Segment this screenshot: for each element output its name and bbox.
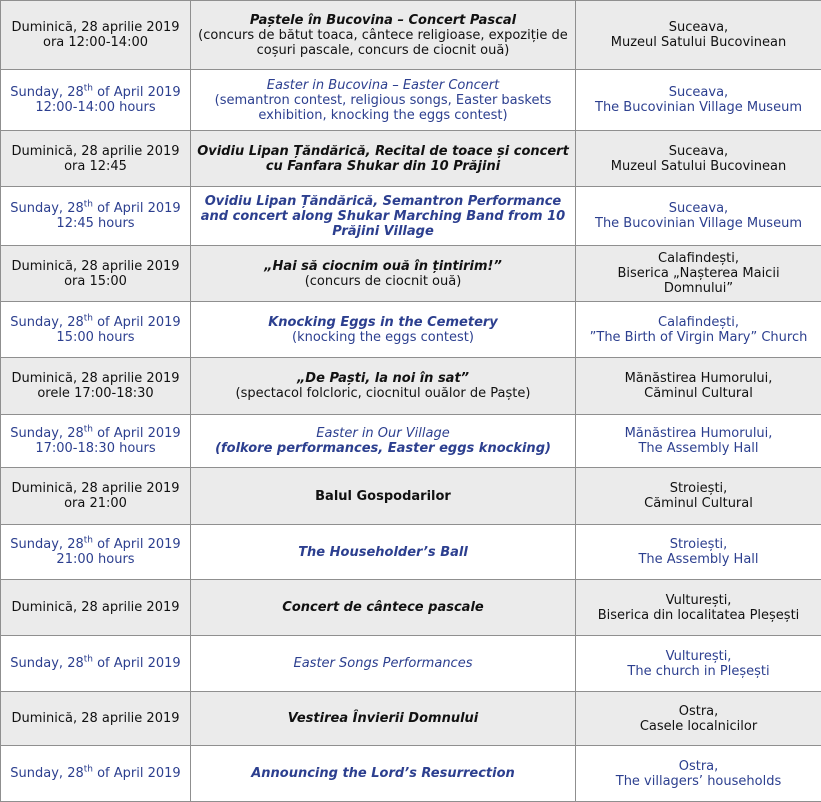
event-title: Ovidiu Lipan Țăndărică, Recital de toace și concert cu Fanfara Shukar din 10 Prăjini: [197, 144, 569, 174]
event-description: (semantron contest, religious songs, Easter baskets exhibition, knocking the eggs contest): [197, 93, 569, 123]
date-text: Duminică, 28 aprilie 2019: [7, 600, 184, 615]
location-cell: [576, 415, 821, 468]
date-cell: [1, 415, 191, 468]
date-text: Duminică, 28 aprilie 2019: [7, 259, 184, 274]
event-cell: [191, 525, 576, 580]
date-text: Sunday, 28th of April 2019: [7, 85, 184, 100]
event-title: Easter in Bucovina – Easter Concert: [197, 78, 569, 93]
event-title: Ovidiu Lipan Țăndărică, Semantron Performance and concert along Shukar Marching Band from 10 Prăjini Village: [197, 194, 569, 239]
date-cell: [1, 1, 191, 70]
date-cell: [1, 636, 191, 692]
location-venue: Muzeul Satului Bucovinean: [582, 35, 815, 50]
event-title: „Hai să ciocnim ouă în țintirim!”: [197, 259, 569, 274]
event-cell: [191, 580, 576, 636]
location-place: Calafindești,: [582, 251, 815, 266]
event-cell: [191, 468, 576, 525]
location-venue: The Assembly Hall: [582, 552, 815, 567]
time-text: orele 17:00-18:30: [7, 386, 184, 401]
table-row: [1, 187, 821, 246]
location-cell: [576, 636, 821, 692]
date-text: Sunday, 28th of April 2019: [7, 656, 184, 671]
time-text: 21:00 hours: [7, 552, 184, 567]
event-title: Paștele în Bucovina – Concert Pascal: [197, 13, 569, 28]
date-cell: [1, 302, 191, 358]
time-text: ora 12:00-14:00: [7, 35, 184, 50]
location-place: Stroiești,: [582, 481, 815, 496]
event-description: (folkore performances, Easter eggs knocking): [197, 441, 569, 456]
event-description: (spectacol folcloric, ciocnitul ouălor de Paște): [197, 386, 569, 401]
location-place: Vulturești,: [582, 649, 815, 664]
event-title: Balul Gospodarilor: [197, 489, 569, 504]
date-cell: [1, 468, 191, 525]
event-title: Concert de cântece pascale: [197, 600, 569, 615]
location-venue: ”The Birth of Virgin Mary” Church: [582, 330, 815, 345]
date-cell: [1, 131, 191, 187]
table-row: [1, 468, 821, 525]
location-cell: [576, 187, 821, 246]
location-venue: Casele localnicilor: [582, 719, 815, 734]
location-cell: [576, 692, 821, 746]
event-title: Easter in Our Village: [197, 426, 569, 441]
event-cell: [191, 1, 576, 70]
location-place: Ostra,: [582, 759, 815, 774]
date-cell: [1, 70, 191, 131]
location-place: Suceava,: [582, 201, 815, 216]
date-cell: [1, 746, 191, 802]
event-title: The Householder’s Ball: [197, 545, 569, 560]
location-venue: Căminul Cultural: [582, 386, 815, 401]
date-text: Duminică, 28 aprilie 2019: [7, 481, 184, 496]
event-title: Vestirea Învierii Domnului: [197, 711, 569, 726]
date-text: Duminică, 28 aprilie 2019: [7, 711, 184, 726]
location-cell: [576, 70, 821, 131]
date-text: Sunday, 28th of April 2019: [7, 766, 184, 781]
table-row: [1, 70, 821, 131]
table-row: [1, 692, 821, 746]
event-description: (concurs de bătut toaca, cântece religioase, expoziție de coșuri pascale, concurs de ciocnit ouă): [197, 28, 569, 58]
table-row: [1, 246, 821, 302]
event-cell: [191, 70, 576, 131]
table-row: [1, 358, 821, 415]
location-cell: [576, 1, 821, 70]
table-row: [1, 525, 821, 580]
location-cell: [576, 468, 821, 525]
date-text: Sunday, 28th of April 2019: [7, 426, 184, 441]
date-cell: [1, 692, 191, 746]
location-place: Mănăstirea Humorului,: [582, 426, 815, 441]
event-description: (knocking the eggs contest): [197, 330, 569, 345]
event-cell: [191, 358, 576, 415]
time-text: 12:45 hours: [7, 216, 184, 231]
event-cell: [191, 636, 576, 692]
time-text: 12:00-14:00 hours: [7, 100, 184, 115]
location-place: Calafindești,: [582, 315, 815, 330]
location-venue: Biserica „Nașterea Maicii Domnului”: [582, 266, 815, 296]
date-text: Sunday, 28th of April 2019: [7, 201, 184, 216]
location-cell: [576, 746, 821, 802]
date-cell: [1, 187, 191, 246]
location-venue: The Bucovinian Village Museum: [582, 216, 815, 231]
table-row: [1, 746, 821, 802]
event-cell: [191, 415, 576, 468]
location-venue: The Assembly Hall: [582, 441, 815, 456]
event-cell: [191, 131, 576, 187]
event-cell: [191, 246, 576, 302]
date-text: Sunday, 28th of April 2019: [7, 315, 184, 330]
location-cell: [576, 246, 821, 302]
event-cell: [191, 746, 576, 802]
location-place: Suceava,: [582, 85, 815, 100]
location-place: Stroiești,: [582, 537, 815, 552]
location-cell: [576, 358, 821, 415]
table-row: [1, 580, 821, 636]
time-text: ora 12:45: [7, 159, 184, 174]
event-cell: [191, 692, 576, 746]
date-text: Sunday, 28th of April 2019: [7, 537, 184, 552]
location-place: Suceava,: [582, 20, 815, 35]
location-venue: The villagers’ households: [582, 774, 815, 789]
time-text: 15:00 hours: [7, 330, 184, 345]
location-place: Suceava,: [582, 144, 815, 159]
table-row: [1, 415, 821, 468]
location-place: Mănăstirea Humorului,: [582, 371, 815, 386]
date-text: Duminică, 28 aprilie 2019: [7, 371, 184, 386]
location-place: Vulturești,: [582, 593, 815, 608]
table-row: [1, 1, 821, 70]
event-title: „De Paști, la noi în sat”: [197, 371, 569, 386]
date-text: Duminică, 28 aprilie 2019: [7, 144, 184, 159]
location-venue: The church in Pleșești: [582, 664, 815, 679]
event-title: Easter Songs Performances: [197, 656, 569, 671]
event-cell: [191, 187, 576, 246]
location-cell: [576, 131, 821, 187]
table-row: [1, 302, 821, 358]
location-cell: [576, 302, 821, 358]
location-venue: Muzeul Satului Bucovinean: [582, 159, 815, 174]
date-cell: [1, 246, 191, 302]
date-text: Duminică, 28 aprilie 2019: [7, 20, 184, 35]
table-row: [1, 131, 821, 187]
time-text: ora 21:00: [7, 496, 184, 511]
date-cell: [1, 525, 191, 580]
time-text: ora 15:00: [7, 274, 184, 289]
location-cell: [576, 525, 821, 580]
location-cell: [576, 580, 821, 636]
location-venue: The Bucovinian Village Museum: [582, 100, 815, 115]
event-description: (concurs de ciocnit ouă): [197, 274, 569, 289]
event-cell: [191, 302, 576, 358]
location-place: Ostra,: [582, 704, 815, 719]
table-row: [1, 636, 821, 692]
location-venue: Biserica din localitatea Pleșești: [582, 608, 815, 623]
event-title: Knocking Eggs in the Cemetery: [197, 315, 569, 330]
event-title: Announcing the Lord’s Resurrection: [197, 766, 569, 781]
date-cell: [1, 358, 191, 415]
location-venue: Căminul Cultural: [582, 496, 815, 511]
date-cell: [1, 580, 191, 636]
time-text: 17:00-18:30 hours: [7, 441, 184, 456]
